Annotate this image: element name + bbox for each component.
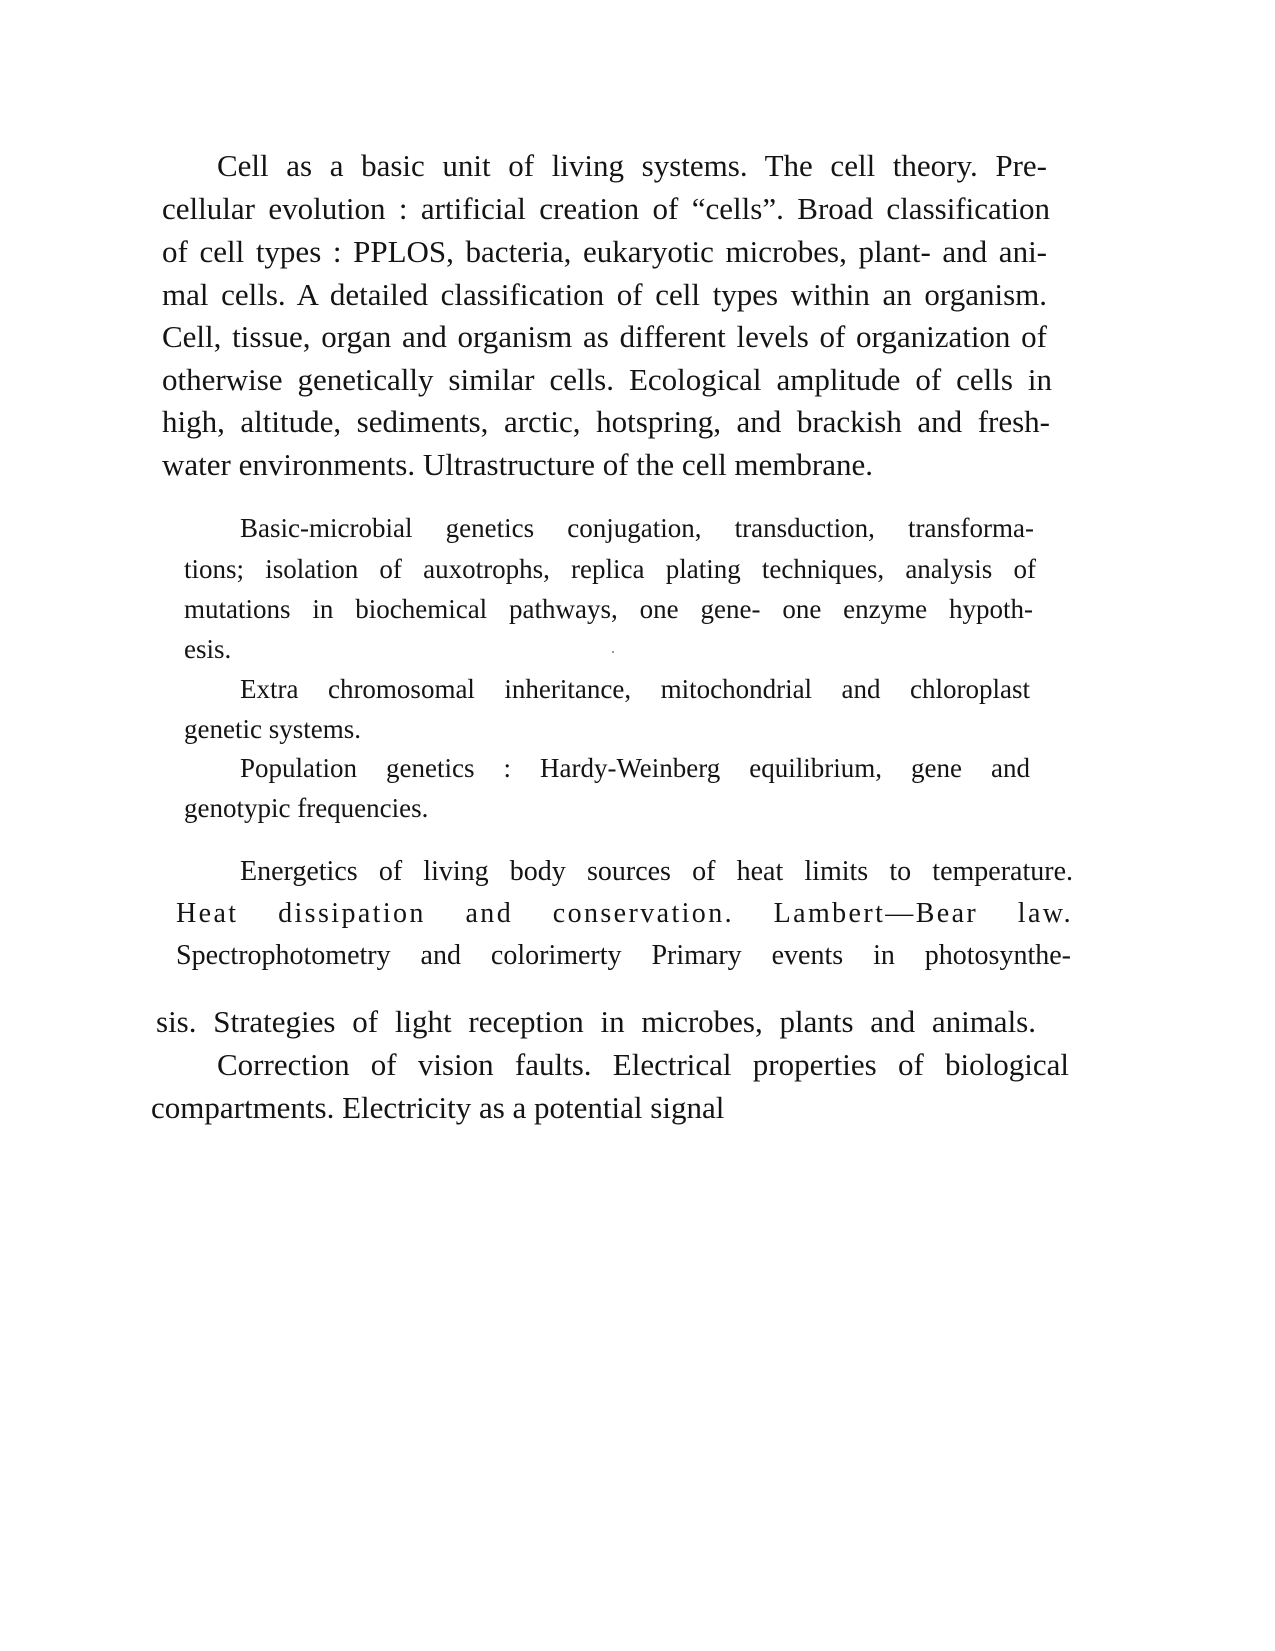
text-line: Cell, tissue, organ and organism as different levels of organization of (162, 319, 1047, 354)
text-line: Heat dissipation and conservation. Lambert—Bear law. (176, 898, 1073, 929)
text-line: Basic-microbial genetics conjugation, transduction, transforma- (240, 513, 1034, 543)
text-line: genotypic frequencies. (184, 793, 429, 823)
text-line: Cell as a basic unit of living systems. The cell theory. Pre- (217, 148, 1047, 183)
text-line: compartments. Electricity as a potential signal (151, 1090, 725, 1125)
text-line: mal cells. A detailed classification of cell types within an organism. (162, 277, 1047, 312)
scan-speck (612, 651, 614, 653)
text-line: tions; isolation of auxotrophs, replica plating techniques, analysis of (184, 554, 1036, 584)
text-line: Correction of vision faults. Electrical properties of biological (217, 1047, 1069, 1082)
text-line: Spectrophotometry and colorimerty Primary events in photosynthe- (176, 940, 1071, 971)
text-line: of cell types : PPLOS, bacteria, eukaryotic microbes, plant- and ani- (162, 234, 1047, 269)
text-line: high, altitude, sediments, arctic, hotspring, and brackish and fresh- (162, 404, 1050, 439)
text-line: genetic systems. (184, 714, 361, 744)
text-line: otherwise genetically similar cells. Ecological amplitude of cells in (162, 362, 1052, 397)
text-line: Extra chromosomal inheritance, mitochondrial and chloroplast (240, 674, 1030, 704)
text-line: mutations in biochemical pathways, one gene- one enzyme hypoth- (184, 594, 1033, 624)
text-line: esis. (184, 634, 232, 664)
text-line: Population genetics : Hardy-Weinberg equilibrium, gene and (240, 753, 1030, 783)
text-line: sis. Strategies of light reception in microbes, plants and animals. (156, 1004, 1036, 1039)
text-line: cellular evolution : artificial creation of “cells”. Broad classification (162, 191, 1050, 226)
text-line: Energetics of living body sources of heat limits to temperature. (240, 856, 1073, 887)
text-line: water environments. Ultrastructure of the cell membrane. (162, 447, 874, 482)
